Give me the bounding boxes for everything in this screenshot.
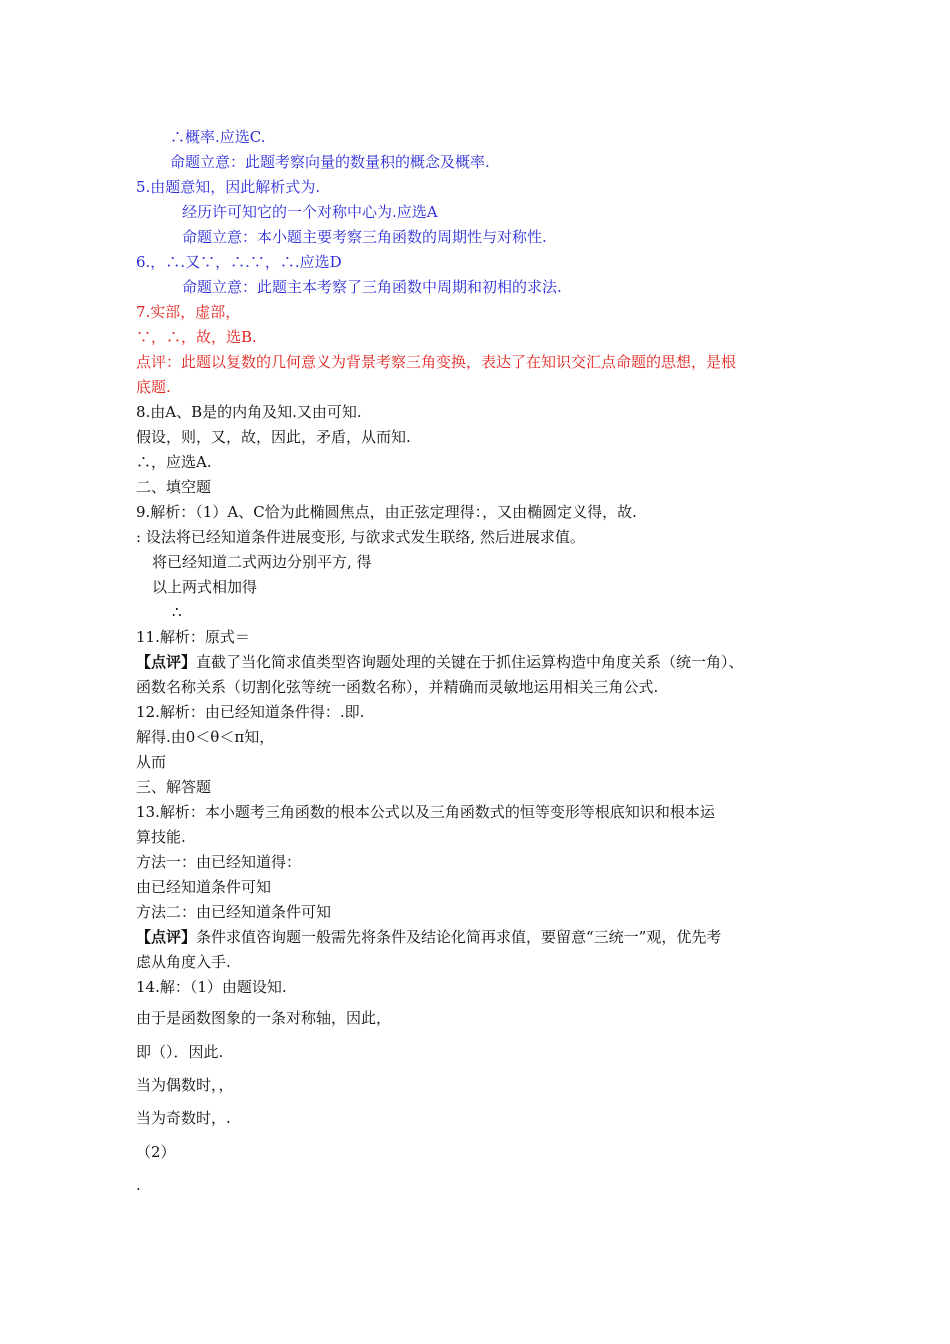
text-line: 6.，∴.又∵，∴.∵，∴.应选D: [136, 253, 342, 271]
text-line: ∵，∴，故，选B.: [136, 328, 257, 346]
text-line: 命题立意：此题主本考察了三角函数中周期和初相的求法.: [182, 278, 562, 296]
text-line: 命题立意：本小题主要考察三角函数的周期性与对称性.: [182, 228, 547, 246]
comment-label: 【点评】: [136, 653, 197, 671]
text-line: 将已经知道二式两边分别平方, 得: [152, 553, 372, 571]
section-heading: 三、解答题: [136, 778, 212, 796]
text-line: 虑从角度入手.: [136, 953, 231, 971]
text-line: 方法一：由已经知道得：: [136, 853, 302, 871]
text-line: 5.由题意知，因此解析式为.: [136, 178, 321, 196]
text-line: 当为奇数时，.: [136, 1109, 231, 1127]
text-line: 底题.: [136, 378, 171, 396]
comment-line: [136, 652, 744, 672]
text-line: 13.解析：本小题考三角函数的根本公式以及三角函数式的恒等变形等根底知识和根本运: [136, 803, 715, 821]
text-line: : 设法将已经知道条件进展变形, 与欲求式发生联络, 然后进展求值。: [136, 528, 585, 546]
text-line: 命题立意：此题考察向量的数量积的概念及概率.: [170, 153, 490, 171]
text-line: ∴: [172, 603, 182, 621]
text-line: （2）: [136, 1143, 176, 1161]
text-line: 当为偶数时，，: [136, 1076, 234, 1094]
comment-text: 条件求值咨询题一般需先将条件及结论化简再求值，要留意“三统一”观，优先考: [196, 928, 722, 946]
text-line: 解得.由0＜θ＜π知，: [136, 728, 275, 746]
section-heading: 二、填空题: [136, 478, 212, 496]
text-line: 点评：此题以复数的几何意义为背景考察三角变换，表达了在知识交汇点命题的思想，是根: [136, 353, 737, 371]
text-line: 11.解析：原式＝: [136, 628, 250, 646]
text-line: 14.解：（1）由题设知.: [136, 978, 287, 996]
text-line: .: [136, 1176, 141, 1194]
text-line: 算技能.: [136, 828, 186, 846]
text-line: 即（）．因此.: [136, 1043, 224, 1061]
text-line: ∴概率.应选C.: [170, 128, 266, 146]
text-line: 经历许可知它的一个对称中心为.应选A: [182, 203, 438, 221]
text-line: 12.解析：由已经知道条件得：.即.: [136, 703, 365, 721]
text-line: 从而: [136, 753, 167, 771]
text-line: 由已经知道条件可知: [136, 878, 272, 896]
text-line: 假设，则，又，故，因此，矛盾，从而知.: [136, 428, 411, 446]
text-line: 9.解析：（1）A、C恰为此椭圆焦点，由正弦定理得：，又由椭圆定义得，故.: [136, 503, 637, 521]
text-line: 函数名称关系（切割化弦等统一函数名称），并精确而灵敏地运用相关三角公式.: [136, 678, 659, 696]
text-line: ∴，应选A.: [136, 453, 212, 471]
text-line: 8.由A、B是的内角及知.又由可知.: [136, 403, 362, 421]
text-line: 7.实部，虚部，: [136, 303, 241, 321]
comment-line: [136, 927, 721, 947]
text-line: 以上两式相加得: [152, 578, 258, 596]
text-line: 方法二：由已经知道条件可知: [136, 903, 332, 921]
comment-label: 【点评】: [136, 928, 197, 946]
text-line: 由于是函数图象的一条对称轴，因此，: [136, 1009, 392, 1027]
comment-text: 直截了当化简求值类型咨询题处理的关键在于抓住运算构造中角度关系（统一角）、: [196, 653, 744, 671]
